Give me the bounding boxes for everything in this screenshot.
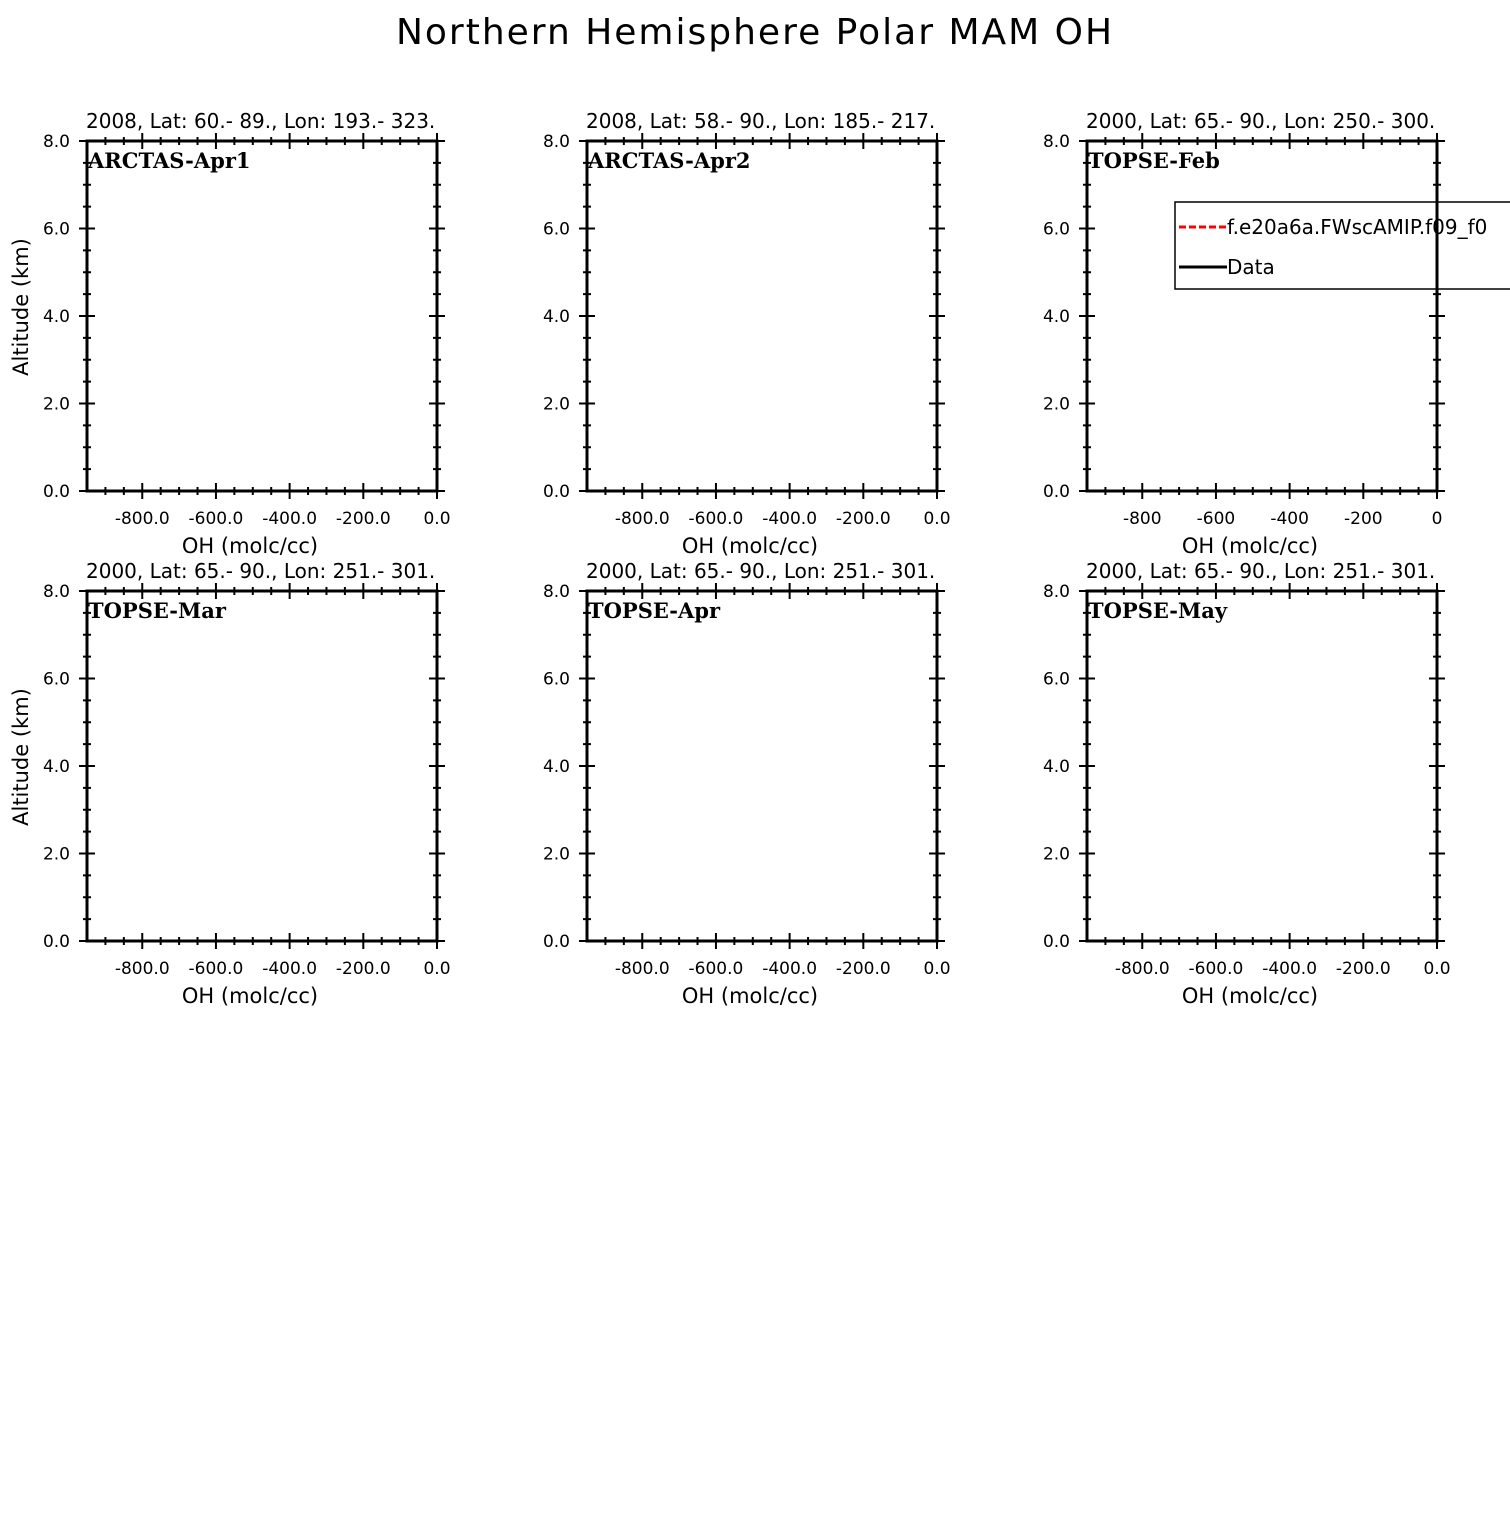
x-tick-label: -600.0 — [1188, 959, 1244, 979]
x-axis-label: OH (molc/cc) — [681, 534, 819, 558]
x-tick-label: 0.0 — [1423, 959, 1451, 979]
panel-subtitle: 2000, Lat: 65.- 90., Lon: 250.- 300. — [1086, 109, 1436, 133]
y-tick-label: 4.0 — [1042, 307, 1070, 327]
panel-label: ARCTAS-Apr1 — [88, 148, 251, 173]
plot-frame — [587, 141, 937, 491]
panel-label: TOPSE-Feb — [1088, 148, 1220, 173]
x-tick-label: -800.0 — [114, 959, 170, 979]
x-tick-label: -800.0 — [114, 509, 170, 529]
x-axis-label: OH (molc/cc) — [181, 984, 319, 1008]
x-tick-label: -400.0 — [262, 959, 318, 979]
x-tick-label: -400 — [1270, 509, 1309, 529]
y-tick-label: 4.0 — [42, 307, 70, 327]
y-tick-label: 2.0 — [42, 394, 70, 415]
y-tick-label: 8.0 — [542, 582, 570, 602]
x-tick-label: 0.0 — [923, 959, 951, 979]
panel-1 — [9, 109, 451, 558]
y-tick-label: 4.0 — [1042, 757, 1070, 777]
x-axis-label: OH (molc/cc) — [681, 984, 819, 1008]
y-tick-label: 6.0 — [42, 219, 70, 240]
plot-frame — [587, 591, 937, 941]
y-tick-label: 6.0 — [542, 669, 570, 690]
x-tick-label: -800.0 — [1114, 959, 1170, 979]
y-tick-label: 4.0 — [42, 757, 70, 777]
x-tick-label: -400.0 — [262, 509, 318, 529]
y-tick-label: 0.0 — [42, 482, 70, 502]
y-tick-label: 2.0 — [1042, 394, 1070, 415]
y-tick-label: 4.0 — [542, 757, 570, 777]
legend-label-1: f.e20a6a.FWscAMIP.f09_f0 — [1227, 215, 1488, 239]
legend — [1175, 202, 1510, 289]
y-tick-label: 2.0 — [42, 844, 70, 865]
x-tick-label: -600.0 — [688, 509, 744, 529]
x-tick-label: -200.0 — [835, 959, 891, 979]
x-tick-label: 0.0 — [923, 509, 951, 529]
x-tick-label: -800.0 — [614, 509, 670, 529]
panel-label: ARCTAS-Apr2 — [588, 148, 751, 173]
y-tick-label: 6.0 — [1042, 219, 1070, 240]
x-tick-label: -400.0 — [762, 959, 818, 979]
x-tick-label: -400.0 — [762, 509, 818, 529]
y-tick-label: 6.0 — [1042, 669, 1070, 690]
x-tick-label: -200.0 — [335, 959, 391, 979]
y-tick-label: 0.0 — [1042, 932, 1070, 952]
y-tick-label: 8.0 — [1042, 582, 1070, 602]
panel-subtitle: 2000, Lat: 65.- 90., Lon: 251.- 301. — [1086, 559, 1436, 583]
x-tick-label: -600.0 — [688, 959, 744, 979]
y-tick-label: 0.0 — [542, 482, 570, 502]
x-tick-label: -600.0 — [188, 959, 244, 979]
panel-label: TOPSE-Mar — [88, 598, 226, 623]
x-tick-label: -200 — [1344, 509, 1383, 529]
plot-frame — [87, 591, 437, 941]
y-tick-label: 2.0 — [542, 394, 570, 415]
y-tick-label: 4.0 — [542, 307, 570, 327]
figure-title: Northern Hemisphere Polar MAM OH — [395, 12, 1115, 53]
x-tick-label: -800.0 — [614, 959, 670, 979]
panel-label: TOPSE-Apr — [588, 598, 721, 623]
panel-subtitle: 2000, Lat: 65.- 90., Lon: 251.- 301. — [86, 559, 436, 583]
y-tick-label: 8.0 — [42, 132, 70, 152]
x-axis-label: OH (molc/cc) — [1181, 534, 1319, 558]
panel-6 — [1043, 559, 1451, 1008]
y-tick-label: 0.0 — [542, 932, 570, 952]
plot-frame — [1087, 591, 1437, 941]
plot-frame — [1087, 141, 1437, 491]
panel-subtitle: 2000, Lat: 65.- 90., Lon: 251.- 301. — [586, 559, 936, 583]
y-tick-label: 8.0 — [1042, 132, 1070, 152]
panel-5 — [543, 559, 951, 1008]
y-tick-label: 2.0 — [542, 844, 570, 865]
x-axis-label: OH (molc/cc) — [1181, 984, 1319, 1008]
x-tick-label: -400.0 — [1262, 959, 1318, 979]
x-tick-label: -600.0 — [188, 509, 244, 529]
y-axis-label: Altitude (km) — [9, 238, 33, 376]
x-tick-label: -200.0 — [335, 509, 391, 529]
x-tick-label: -200.0 — [1335, 959, 1391, 979]
panels — [9, 109, 1510, 1008]
x-tick-label: 0.0 — [423, 509, 451, 529]
x-tick-label: -200.0 — [835, 509, 891, 529]
x-tick-label: 0.0 — [423, 959, 451, 979]
y-tick-label: 8.0 — [42, 582, 70, 602]
panel-3 — [1043, 109, 1510, 558]
panel-subtitle: 2008, Lat: 58.- 90., Lon: 185.- 217. — [586, 109, 936, 133]
plot-frame — [87, 141, 437, 491]
x-axis-label: OH (molc/cc) — [181, 534, 319, 558]
panel-label: TOPSE-May — [1088, 598, 1228, 623]
y-axis-label: Altitude (km) — [9, 688, 33, 826]
panel-subtitle: 2008, Lat: 60.- 89., Lon: 193.- 323. — [86, 109, 436, 133]
y-tick-label: 8.0 — [542, 132, 570, 152]
panel-2 — [543, 109, 951, 558]
y-tick-label: 0.0 — [1042, 482, 1070, 502]
panel-4 — [9, 559, 451, 1008]
legend-label-2: Data — [1227, 255, 1275, 279]
y-tick-label: 0.0 — [42, 932, 70, 952]
y-tick-label: 2.0 — [1042, 844, 1070, 865]
x-tick-label: 0 — [1431, 509, 1443, 529]
y-tick-label: 6.0 — [42, 669, 70, 690]
y-tick-label: 6.0 — [542, 219, 570, 240]
x-tick-label: -800 — [1122, 509, 1162, 529]
x-tick-label: -600 — [1196, 509, 1236, 529]
